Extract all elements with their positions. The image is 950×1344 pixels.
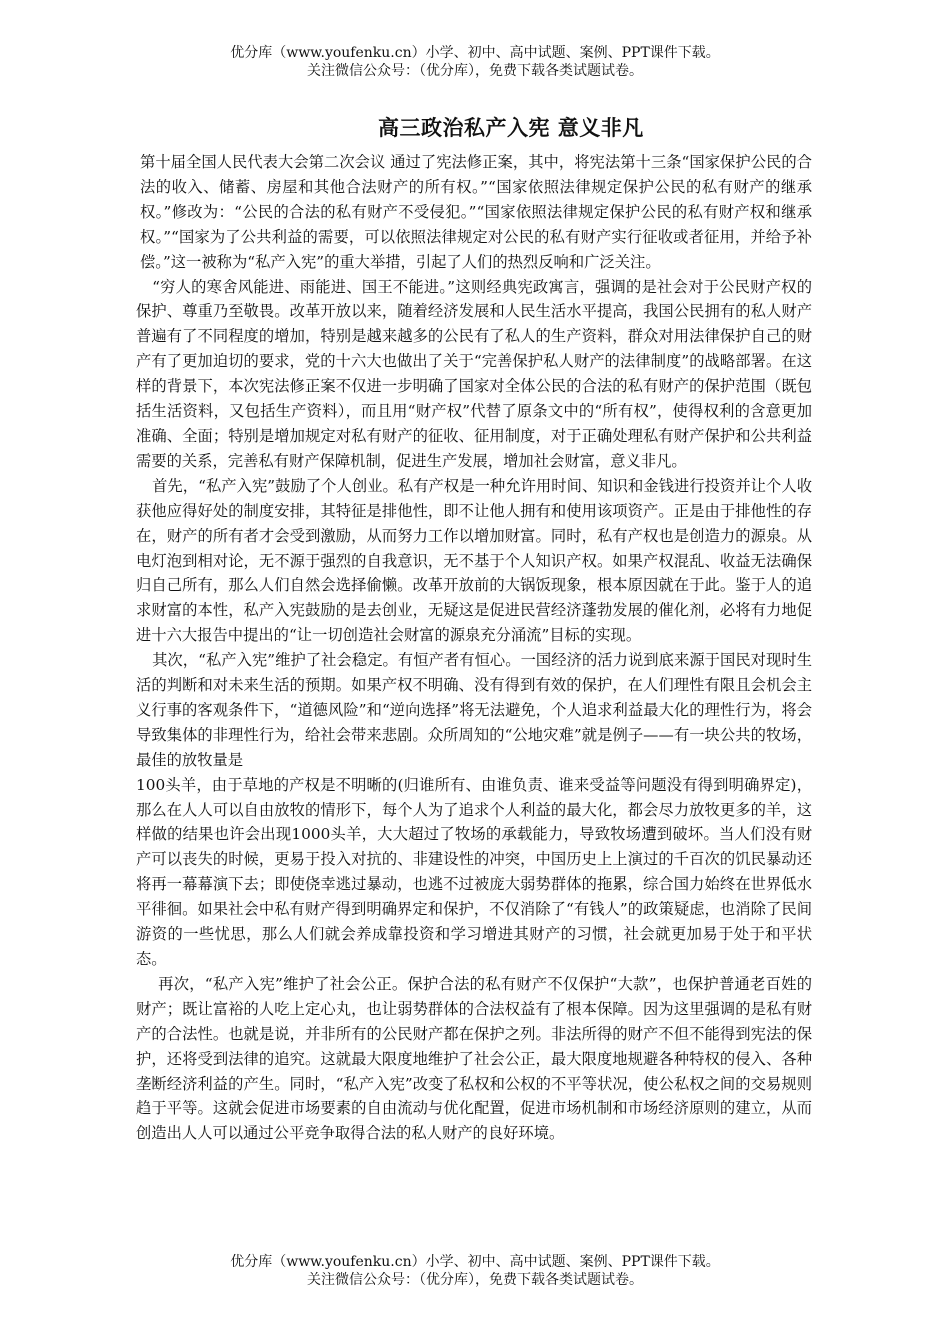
document-body bbox=[136, 150, 812, 1146]
paragraph-6: 再次，“私产入宪”维护了社会公正。保护合法的私有财产不仅保护“大款”，也保护普通老百姓的财产；既让富裕的人吃上定心丸，也让弱势群体的合法权益有了根本保障。因为这里强调的是私有财产的合法性。也就是说，并非所有的公民财产都在保护之列。非法所得的财产不但不能得到宪法的保护，还将受到法律的追究。这就最大限度地维护了社会公正，最大限度地规避各种特权的侵入、各种垄断经济利益的产生。同时，“私产入宪”改变了私权和公权的不平等状况，使公私权之间的交易规则趋于平等。这就会促进市场要素的自由流动与优化配置，促进市场机制和市场经济原则的建立，从而创造出人人可以通过公平竞争取得合法的私人财产的良好环境。 bbox=[136, 974, 812, 1143]
page-footer bbox=[0, 1253, 950, 1289]
header-line-1: 优分库（www.youfenku.cn）小学、初中、高中试题、案例、PPT课件下载。 bbox=[230, 45, 720, 61]
footer-line-2: 关注微信公众号：（优分库），免费下载各类试题试卷。 bbox=[307, 1272, 643, 1288]
document-title: 高三政治私产入宪 意义非凡 bbox=[378, 115, 644, 140]
paragraph-2: “穷人的寒舍风能进、雨能进、国王不能进。”这则经典宪政寓言，强调的是社会对于公民财产权的保护、尊重乃至敬畏。改革开放以来，随着经济发展和人民生活水平提高，我国公民拥有的私人财产普遍有了不同程度的增加，特别是越来越多的公民有了私人的生产资料，群众对用法律保护自己的财产有了更加迫切的要求，党的十六大也做出了关于“完善保护私人财产的法律制度”的战略部署。在这样的背景下，本次宪法修正案不仅进一步明确了国家对全体公民的合法的私有财产的保护范围（既包括生活资料，又包括生产资料），而且用“财产权”代替了原条文中的“所有权”，使得权利的含意更加准确、全面；特别是增加规定对私有财产的征收、征用制度，对于正确处理私有财产保护和公共利益需要的关系，完善私有财产保障机制，促进生产发展，增加社会财富，意义非凡。 bbox=[136, 277, 812, 470]
header-line-2: 关注微信公众号：（优分库），免费下载各类试题试卷。 bbox=[307, 63, 643, 79]
paragraph-3: 首先，“私产入宪”鼓励了个人创业。私有产权是一种允许用时间、知识和金钱进行投资并让个人收获他应得好处的制度安排，其特征是排他性，即不让他人拥有和使用该项资产。正是由于排他性的存在，财产的所有者才会受到激励，从而努力工作以增加财富。同时，私有产权也是创造力的源泉。从电灯泡到相对论，无不源于强烈的自我意识，无不基于个人知识产权。如果产权混乱、收益无法确保归自己所有，那么人们自然会选择偷懒。改革开放前的大锅饭现象，根本原因就在于此。鉴于人的追求财富的本性，私产入宪鼓励的是去创业，无疑这是促进民营经济蓬勃发展的催化剂，必将有力地促进十六大报告中提出的“让一切创造社会财富的源泉充分涌流”目标的实现。 bbox=[136, 476, 812, 645]
paragraph-1: 第十届全国人民代表大会第二次会议 通过了宪法修正案，其中，将宪法第十三条“国家保护公民的合法的收入、储蓄、房屋和其他合法财产的所有权。”“国家依照法律规定保护公民的私有财产的继承权。”修改为：“公民的合法的私有财产不受侵犯。”“国家依照法律规定保护公民的私有财产权和继承权。”“国家为了公共利益的需要，可以依照法律规定对公民的私有财产实行征收或者征用，并给予补偿。”这一被称为“私产入宪”的重大举措，引起了人们的热烈反响和广泛关注。 bbox=[140, 153, 812, 271]
paragraph-4: 其次，“私产入宪”维护了社会稳定。有恒产者有恒心。一国经济的活力说到底来源于国民对现时生活的判断和对未来生活的预期。如果产权不明确、没有得到有效的保护，在人们理性有限且会机会主义行事的客观条件下，“道德风险”和“逆向选择”将无法避免，个人追求利益最大化的理性行为，将会导致集体的非理性行为，给社会带来悲剧。众所周知的“公地灾难”就是例子——有一块公共的牧场，最佳的放牧量是 bbox=[136, 651, 812, 769]
page-header bbox=[0, 44, 950, 80]
footer-line-1: 优分库（www.youfenku.cn）小学、初中、高中试题、案例、PPT课件下载。 bbox=[230, 1254, 720, 1270]
paragraph-5: 100头羊，由于草地的产权是不明晰的(归谁所有、由谁负责、谁来受益等问题没有得到明确界定)，那么在人人可以自由放牧的情形下，每个人为了追求个人利益的最大化，都会尽力放牧更多的羊，这样做的结果也许会出现1000头羊，大大超过了牧场的承载能力，导致牧场遭到破坏。当人们没有财产可以丧失的时候，更易于投入对抗的、非建设性的冲突，中国历史上上演过的千百次的饥民暴动还将再一幕幕演下去；即使侥幸逃过暴动，也逃不过被庞大弱势群体的拖累，综合国力始终在世界低水平徘徊。如果社会中私有财产得到明确界定和保护，不仅消除了“有钱人”的政策疑虑，也消除了民间游资的一些忧思，那么人们就会养成靠投资和学习增进其财产的习惯，社会就更加易于处于和平状态。 bbox=[136, 775, 812, 968]
